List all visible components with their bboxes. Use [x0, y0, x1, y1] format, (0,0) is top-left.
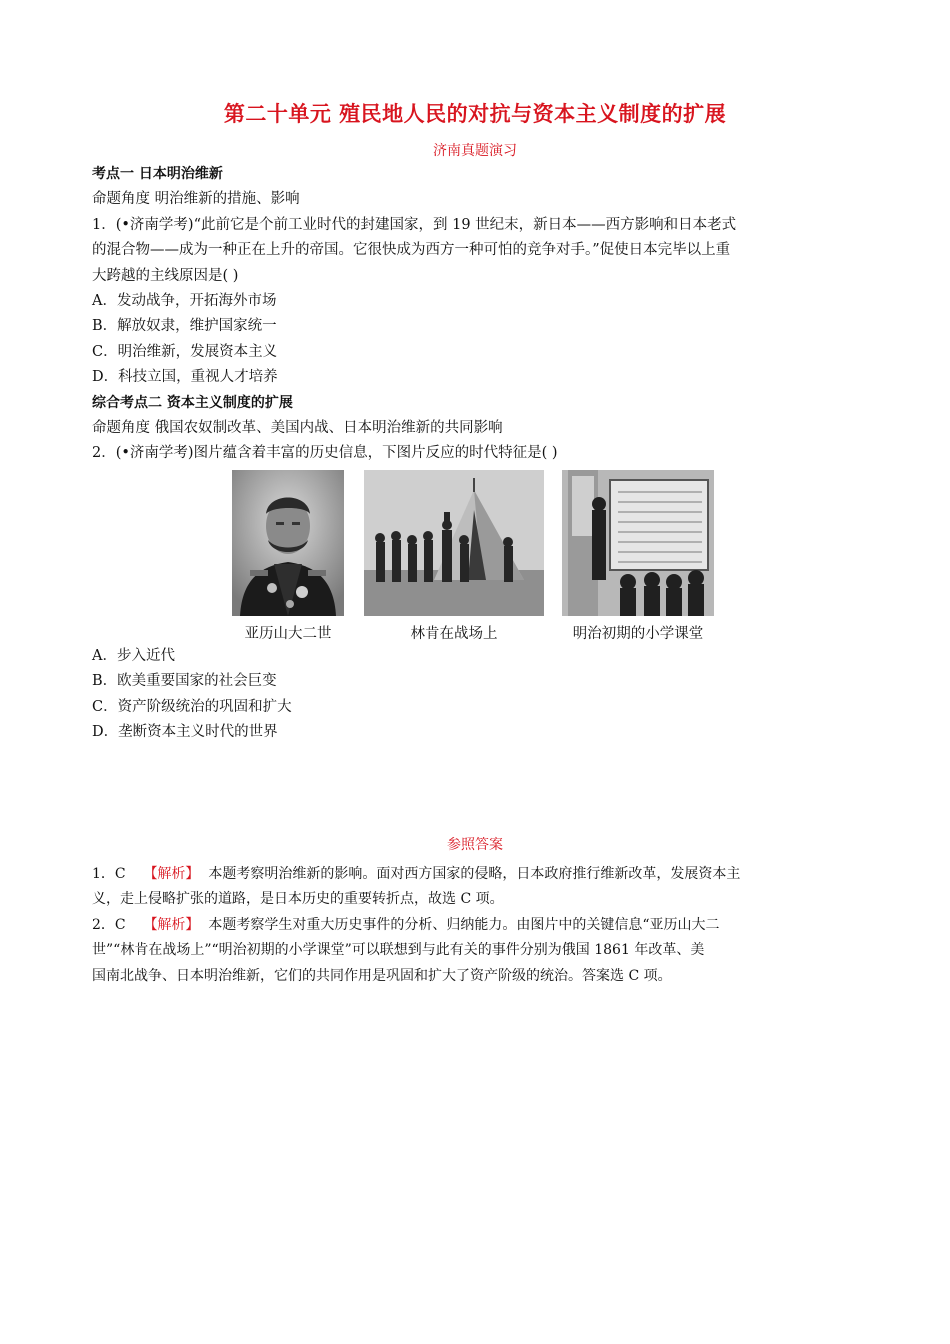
caption-alexander-ii: 亚历山大二世	[244, 626, 332, 642]
section-1	[92, 162, 862, 467]
question-1-line-2: 的混合物——成为一种正在上升的帝国。它很快成为西方一种可怕的竞争对手。”促使日本完毕以上重	[92, 242, 731, 259]
answer-2-prefix: 2．C	[92, 916, 126, 933]
question-2-option-a: A．步入近代	[92, 648, 175, 664]
question-1-option-a: A．发动战争，开拓海外市场	[92, 293, 277, 310]
answer-2-line-2: 世”“林肯在战场上”“明治初期的小学课堂”可以联想到与此有关的事件分别为俄国 1861 年改革、美	[92, 942, 705, 959]
page-subtitle: 济南真题演习	[433, 143, 517, 159]
question-1-option-b: B．解放奴隶，维护国家统一	[92, 318, 277, 335]
answer-1	[92, 862, 862, 989]
page-title: 第二十单元 殖民地人民的对抗与资本主义制度的扩展	[223, 102, 727, 126]
answer-2-tag: 【解析】	[143, 916, 200, 933]
question-2-option-b: B．欧美重要国家的社会巨变	[92, 673, 277, 690]
photo-alexander-ii	[232, 470, 344, 616]
section-1-angle: 命题角度 明治维新的措施、影响	[92, 191, 300, 208]
question-2-stem: 2．(•济南学考)图片蕴含着丰富的历史信息，下图片反应的时代特征是( )	[92, 445, 558, 462]
answer-1-prefix: 1．C	[92, 866, 126, 882]
answer-2-line-1: 本题考察学生对重大历史事件的分析、归纳能力。由图片中的关键信息“亚历山大二	[208, 916, 720, 933]
answer-1-line-2: 义，走上侵略扩张的道路，是日本历史的重要转折点，故选 C 项。	[92, 891, 504, 908]
question-1-option-d: D．科技立国，重视人才培养	[92, 369, 278, 386]
section-2-heading: 综合考点二 资本主义制度的扩展	[92, 394, 293, 411]
photo-lincoln-battlefield	[364, 470, 544, 616]
figure-row	[230, 470, 720, 648]
section-2-angle: 命题角度 俄国农奴制改革、美国内战、日本明治维新的共同影响	[92, 420, 503, 437]
question-1-line-1: 1．(•济南学考)“此前它是个前工业时代的封建国家，到 19 世纪末，新日本——西方影响和日本老式	[92, 216, 737, 233]
question-2-option-d: D．垄断资本主义时代的世界	[92, 724, 278, 741]
question-1-option-c: C．明治维新，发展资本主义	[92, 343, 278, 360]
answer-2-line-3: 国南北战争、日本明治维新，它们的共同作用是巩固和扩大了资产阶级的统治。答案选 C 项。	[92, 967, 672, 984]
answers-title: 参照答案	[447, 837, 503, 853]
answer-1-tag: 【解析】	[143, 866, 200, 882]
caption-meiji-classroom: 明治初期的小学课堂	[572, 626, 704, 642]
caption-lincoln: 林肯在战场上	[410, 626, 498, 642]
question-1-line-3: 大跨越的主线原因是( )	[92, 267, 239, 284]
question-2-option-c: C．资产阶级统治的巩固和扩大	[92, 698, 292, 715]
question-2-options	[92, 644, 862, 746]
section-1-heading: 考点一 日本明治维新	[92, 166, 223, 182]
photo-meiji-classroom	[562, 470, 714, 616]
answer-1-line-1: 本题考察明治维新的影响。面对西方国家的侵略，日本政府推行维新改革，发展资本主	[208, 866, 741, 882]
